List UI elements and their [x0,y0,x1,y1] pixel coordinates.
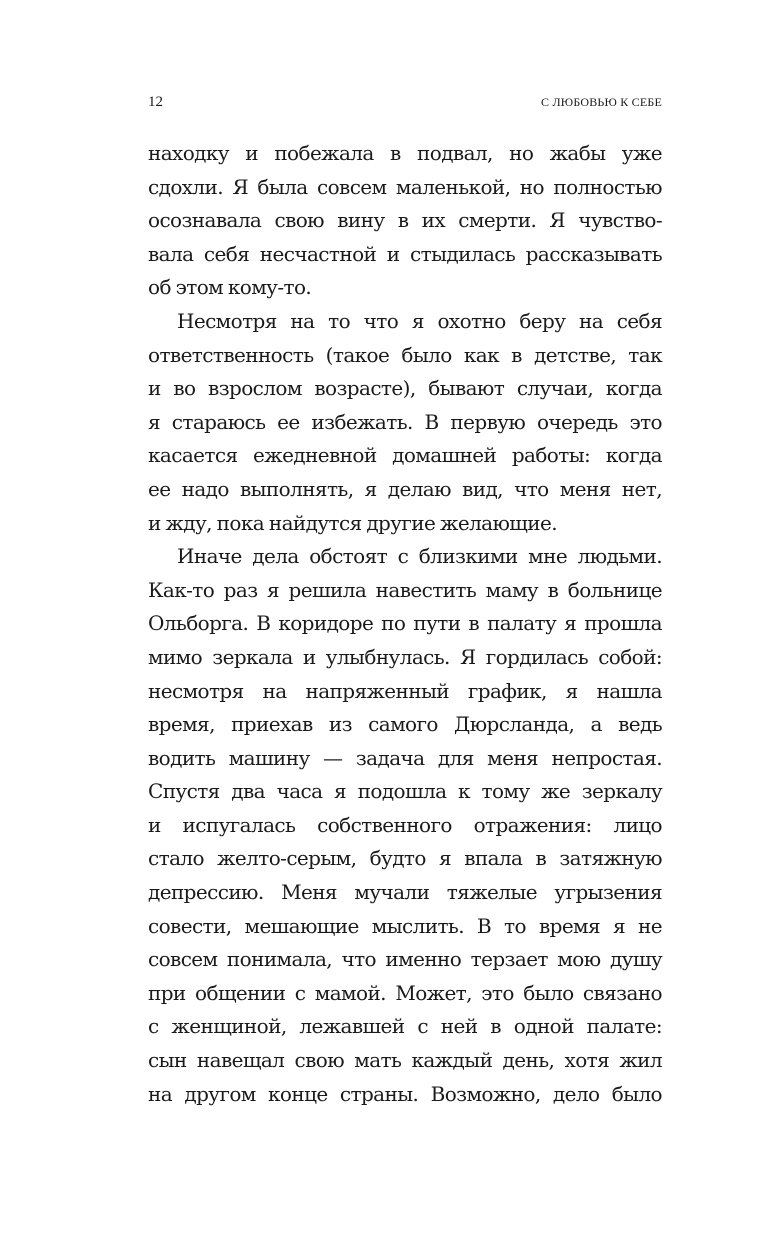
text-line: водить машину — задача для меня непростая. [148,745,662,770]
running-head [148,92,662,112]
text-line: Как-то раз я решила навестить маму в больнице [148,577,662,602]
body-text [148,137,662,1111]
text-line: стало желто-серым, будто я впала в затяжную [148,846,662,871]
text-line: Несмотря на то что я охотно беру на себя [177,308,662,333]
text-line: и испугалась собственного отражения: лицо [148,812,662,837]
text-line: при общении с мамой. Может, это было связано [148,980,662,1005]
text-line: Спустя два часа я подошла к тому же зеркалу [148,779,662,804]
text-line: и жду, пока найдутся другие желающие. [148,510,558,535]
page-number: 12 [148,94,163,110]
text-line: время, приехав из самого Дюрсланда, а ведь [148,712,662,737]
paragraph-2 [148,305,662,540]
text-line: сын навещал свою мать каждый день, хотя жил [148,1048,662,1073]
text-line: депрессию. Меня мучали тяжелые угрызения [148,880,662,905]
text-line: мимо зеркала и улыбнулась. Я гордилась собой: [148,644,662,669]
text-line: с женщиной, лежавшей с ней в одной палате: [148,1014,662,1039]
paragraph-1 [148,137,662,305]
text-line: я стараюсь ее избежать. В первую очередь это [148,409,662,434]
text-line: совести, мешающие мыслить. В то время я не [148,913,662,938]
text-line: ее надо выполнять, я делаю вид, что меня нет, [148,476,662,501]
text-line: несмотря на напряженный график, я нашла [148,678,662,703]
text-line: вала себя несчастной и стыдилась рассказывать [148,241,662,266]
text-line: об этом кому-то. [148,275,312,300]
text-line: на другом конце страны. Возможно, дело было [148,1081,662,1106]
text-line: касается ежедневной домашней работы: когда [148,443,662,468]
text-line: находку и побежала в подвал, но жабы уже [148,141,662,165]
text-line: ответственность (такое было как в детстве, так [148,342,662,367]
text-line: совсем понимала, что именно терзает мою душу [148,947,662,972]
text-line: Ольборга. В коридоре по пути в палату я прошла [148,611,662,636]
text-line: и во взрослом возрасте), бывают случаи, когда [148,376,662,401]
text-line: сдохли. Я была совсем маленькой, но полностью [148,174,662,199]
running-book-title: С ЛЮБОВЬЮ К СЕБЕ [541,95,662,109]
text-line: Иначе дела обстоят с близкими мне людьми. [177,544,662,569]
text-line: осознавала свою вину в их смерти. Я чувство- [148,208,662,233]
paragraph-3 [148,540,662,1111]
